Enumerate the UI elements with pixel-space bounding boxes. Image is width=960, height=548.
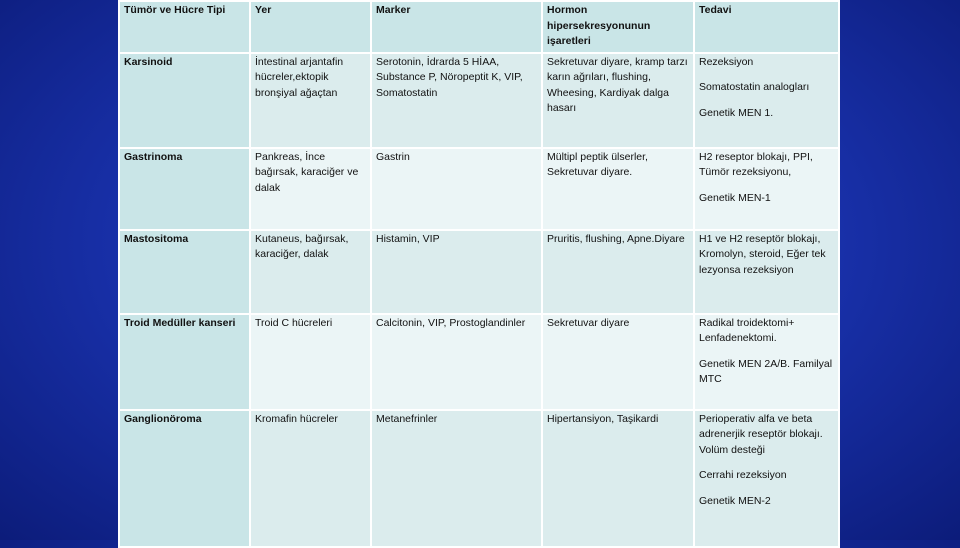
row-tumor-type: Karsinoid — [119, 53, 250, 148]
row-location: Pankreas, İnce bağırsak, karaciğer ve dalak — [250, 148, 371, 230]
row-location: Kromafin hücreler — [250, 410, 371, 547]
row-location: Kutaneus, bağırsak, karaciğer, dalak — [250, 230, 371, 314]
treatment-line: Genetik MEN 2A/B. Familyal MTC — [699, 357, 833, 385]
treatment-line: Genetik MEN 1. — [699, 106, 774, 119]
treatment-line: Genetik MEN-2 — [699, 494, 771, 507]
header-marker: Marker — [371, 1, 542, 53]
row-hormone-signs: Sekretuvar diyare, kramp tarzı karın ağrıları, flushing, Wheesing, Kardiyak dalga hasarı — [542, 53, 694, 148]
row-tumor-type: Ganglionöroma — [119, 410, 250, 547]
row-treatment — [694, 314, 839, 410]
tumor-table — [118, 0, 840, 548]
row-marker: Metanefrinler — [371, 410, 542, 547]
row-tumor-type: Troid Medüller kanseri — [119, 314, 250, 410]
row-treatment — [694, 230, 839, 314]
treatment-line: H2 reseptor blokajı, PPI, Tümör rezeksiyonu, — [699, 150, 813, 178]
row-treatment — [694, 410, 839, 547]
row-hormone-signs: Hipertansiyon, Taşikardi — [542, 410, 694, 547]
row-hormone-signs: Pruritis, flushing, Apne.Diyare — [542, 230, 694, 314]
row-treatment — [694, 53, 839, 148]
header-tumor-type: Tümör ve Hücre Tipi — [119, 1, 250, 53]
treatment-line: Radikal troidektomi+ Lenfadenektomi. — [699, 316, 795, 344]
treatment-line: Somatostatin analogları — [699, 81, 810, 93]
row-location: Troid C hücreleri — [250, 314, 371, 410]
row-marker: Gastrin — [371, 148, 542, 230]
table-header-row — [119, 1, 839, 53]
row-tumor-type: Mastositoma — [119, 230, 250, 314]
row-location: İntestinal arjantafin hücreler,ektopik bronşiyal ağaçtan — [250, 53, 371, 148]
table-row — [119, 230, 839, 314]
row-hormone-signs: Mültipl peptik ülserler, Sekretuvar diyare. — [542, 148, 694, 230]
header-treatment: Tedavi — [694, 1, 839, 53]
treatment-line: Genetik MEN-1 — [699, 191, 771, 204]
row-tumor-type: Gastrinoma — [119, 148, 250, 230]
table-row — [119, 410, 839, 547]
table-row — [119, 314, 839, 410]
row-marker: Serotonin, İdrarda 5 HİAA, Substance P, Nöropeptit K, VIP, Somatostatin — [371, 53, 542, 148]
table-row — [119, 53, 839, 148]
row-marker: Histamin, VIP — [371, 230, 542, 314]
row-treatment — [694, 148, 839, 230]
row-hormone-signs: Sekretuvar diyare — [542, 314, 694, 410]
treatment-line: H1 ve H2 reseptör blokajı, Kromolyn, steroid, Eğer tek lezyonsa rezeksiyon — [699, 232, 826, 276]
header-hormone-signs: Hormon hipersekresyonunun işaretleri — [542, 1, 694, 53]
header-location: Yer — [250, 1, 371, 53]
treatment-line: Cerrahi rezeksiyon — [699, 469, 787, 481]
treatment-line: Rezeksiyon — [699, 55, 754, 68]
table-row — [119, 148, 839, 230]
treatment-line: Perioperativ alfa ve beta adrenerjik reseptör blokajı. Volüm desteği — [699, 412, 823, 456]
row-marker: Calcitonin, VIP, Prostoglandinler — [371, 314, 542, 410]
